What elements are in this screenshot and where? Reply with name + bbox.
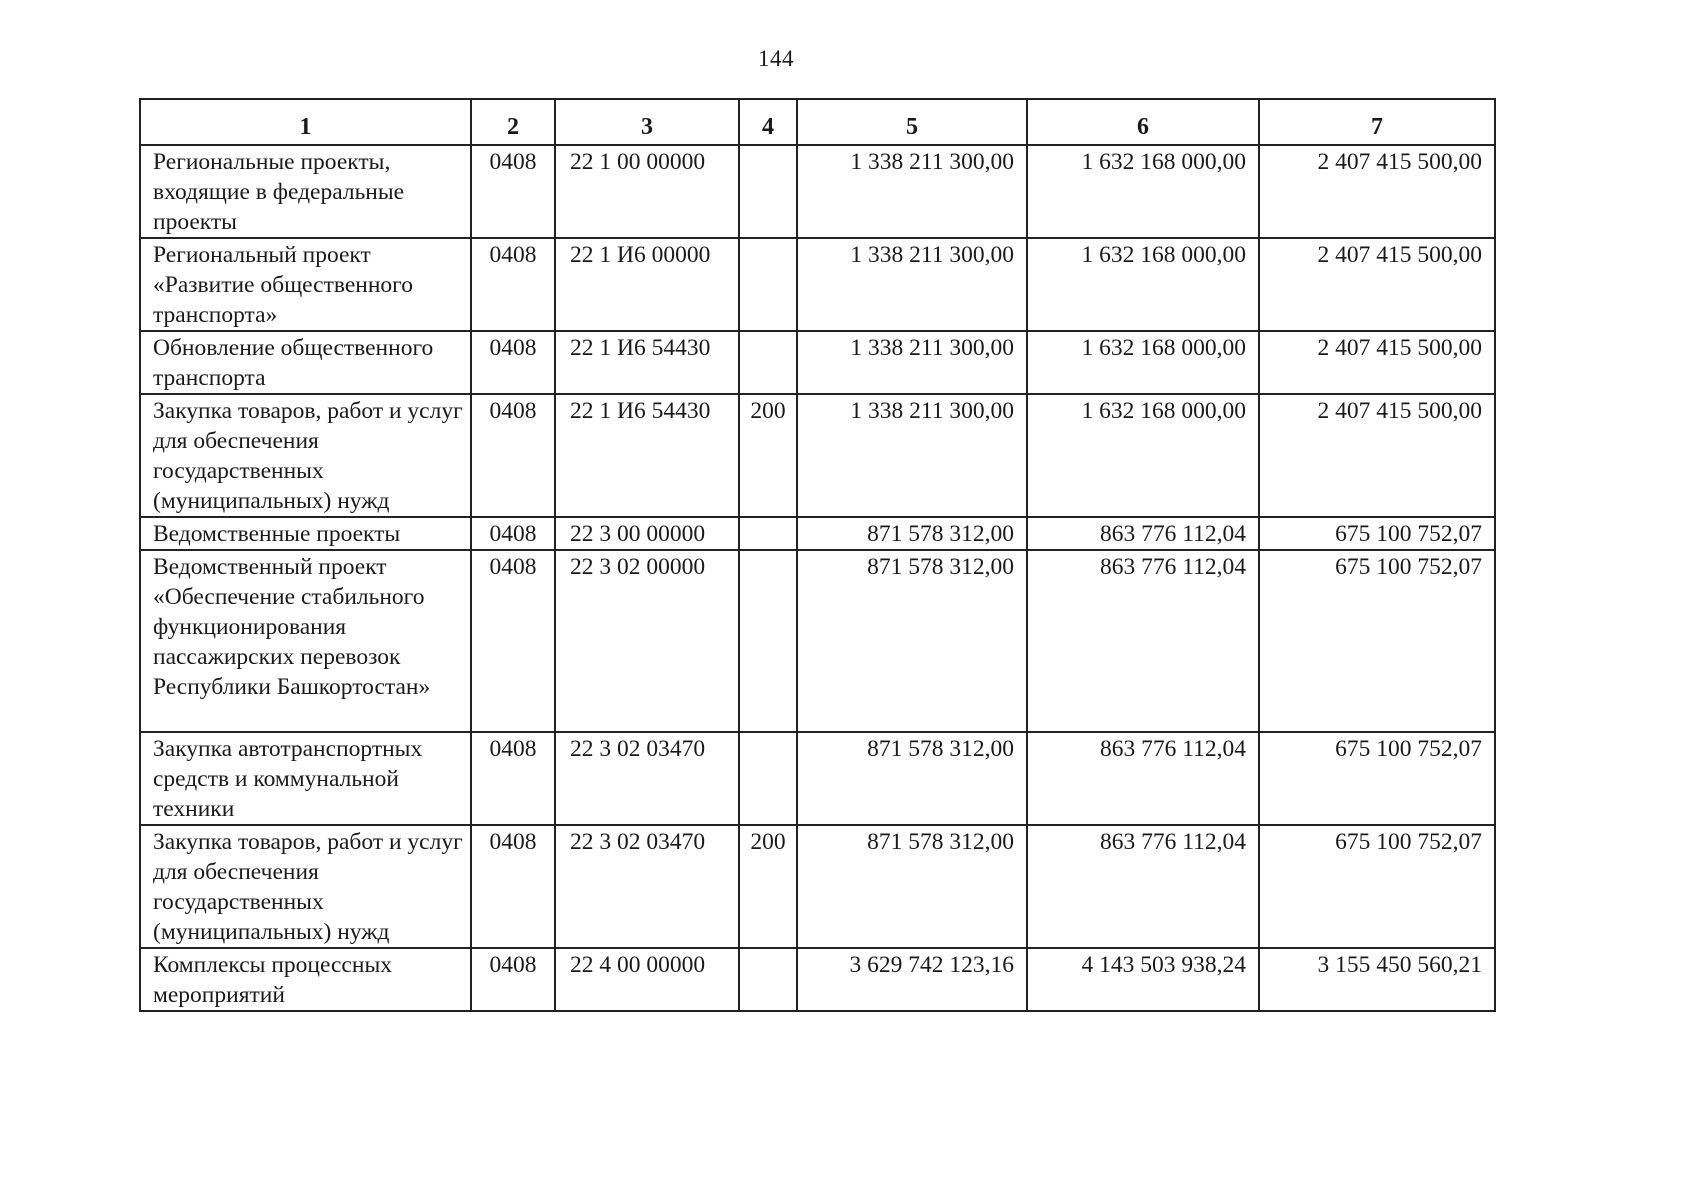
- amount-col-5: 1 338 211 300,00: [797, 238, 1027, 331]
- column-header-3: 3: [555, 99, 739, 145]
- table-row: [140, 948, 1495, 1011]
- amount-col-5: 871 578 312,00: [797, 825, 1027, 948]
- amount-col-7: 2 407 415 500,00: [1259, 145, 1495, 238]
- expense-type: [739, 517, 797, 550]
- expense-type: [739, 948, 797, 1011]
- row-name: Обновление общественного транспорта: [140, 331, 471, 394]
- table-row: [140, 394, 1495, 517]
- row-name: Ведомственные проекты: [140, 517, 471, 550]
- amount-col-7: 2 407 415 500,00: [1259, 331, 1495, 394]
- target-article: 22 1 00 00000: [555, 145, 739, 238]
- section-code: 0408: [471, 145, 555, 238]
- row-name: Закупка автотранспортных средств и коммунальной техники: [140, 732, 471, 825]
- table-row: [140, 732, 1495, 825]
- column-header-4: 4: [739, 99, 797, 145]
- column-header-7: 7: [1259, 99, 1495, 145]
- target-article: 22 1 И6 00000: [555, 238, 739, 331]
- target-article: 22 4 00 00000: [555, 948, 739, 1011]
- section-code: 0408: [471, 948, 555, 1011]
- table-row: [140, 825, 1495, 948]
- amount-col-6: 4 143 503 938,24: [1027, 948, 1259, 1011]
- target-article: 22 1 И6 54430: [555, 394, 739, 517]
- expense-type: 200: [739, 825, 797, 948]
- row-name: Ведомственный проект «Обеспечение стабильного функционирования пассажирских перевозок Республики Башкортостан»: [140, 550, 471, 732]
- table-row: [140, 331, 1495, 394]
- column-header-5: 5: [797, 99, 1027, 145]
- target-article: 22 3 02 03470: [555, 732, 739, 825]
- row-name: Региональный проект «Развитие общественного транспорта»: [140, 238, 471, 331]
- amount-col-6: 863 776 112,04: [1027, 550, 1259, 732]
- expense-type: [739, 145, 797, 238]
- target-article: 22 1 И6 54430: [555, 331, 739, 394]
- amount-col-7: 675 100 752,07: [1259, 825, 1495, 948]
- amount-col-5: 1 338 211 300,00: [797, 331, 1027, 394]
- table-row: [140, 145, 1495, 238]
- amount-col-5: 1 338 211 300,00: [797, 394, 1027, 517]
- row-name: Закупка товаров, работ и услуг для обеспечения государственных (муниципальных) нужд: [140, 394, 471, 517]
- expense-type: 200: [739, 394, 797, 517]
- table-row: [140, 550, 1495, 732]
- amount-col-6: 863 776 112,04: [1027, 517, 1259, 550]
- column-header-6: 6: [1027, 99, 1259, 145]
- target-article: 22 3 02 00000: [555, 550, 739, 732]
- column-header-1: 1: [140, 99, 471, 145]
- amount-col-7: 675 100 752,07: [1259, 550, 1495, 732]
- header-row: [140, 99, 1495, 145]
- amount-col-6: 863 776 112,04: [1027, 732, 1259, 825]
- amount-col-7: 2 407 415 500,00: [1259, 394, 1495, 517]
- expense-type: [739, 238, 797, 331]
- section-code: 0408: [471, 517, 555, 550]
- table-row: [140, 517, 1495, 550]
- target-article: 22 3 02 03470: [555, 825, 739, 948]
- amount-col-5: 3 629 742 123,16: [797, 948, 1027, 1011]
- table-row: [140, 238, 1495, 331]
- amount-col-5: 871 578 312,00: [797, 517, 1027, 550]
- section-code: 0408: [471, 825, 555, 948]
- amount-col-7: 3 155 450 560,21: [1259, 948, 1495, 1011]
- section-code: 0408: [471, 394, 555, 517]
- budget-table: [139, 98, 1496, 1012]
- column-header-2: 2: [471, 99, 555, 145]
- row-name: Региональные проекты, входящие в федеральные проекты: [140, 145, 471, 238]
- section-code: 0408: [471, 238, 555, 331]
- amount-col-6: 863 776 112,04: [1027, 825, 1259, 948]
- expense-type: [739, 732, 797, 825]
- target-article: 22 3 00 00000: [555, 517, 739, 550]
- page-number: 144: [758, 46, 794, 71]
- table-header: [140, 99, 1495, 145]
- section-code: 0408: [471, 331, 555, 394]
- amount-col-6: 1 632 168 000,00: [1027, 145, 1259, 238]
- section-code: 0408: [471, 732, 555, 825]
- amount-col-5: 871 578 312,00: [797, 732, 1027, 825]
- amount-col-6: 1 632 168 000,00: [1027, 394, 1259, 517]
- section-code: 0408: [471, 550, 555, 732]
- amount-col-5: 871 578 312,00: [797, 550, 1027, 732]
- amount-col-7: 675 100 752,07: [1259, 732, 1495, 825]
- amount-col-7: 675 100 752,07: [1259, 517, 1495, 550]
- row-name: Комплексы процессных мероприятий: [140, 948, 471, 1011]
- amount-col-6: 1 632 168 000,00: [1027, 331, 1259, 394]
- expense-type: [739, 550, 797, 732]
- table-body: [140, 145, 1495, 1011]
- amount-col-6: 1 632 168 000,00: [1027, 238, 1259, 331]
- amount-col-7: 2 407 415 500,00: [1259, 238, 1495, 331]
- expense-type: [739, 331, 797, 394]
- amount-col-5: 1 338 211 300,00: [797, 145, 1027, 238]
- row-name: Закупка товаров, работ и услуг для обеспечения государственных (муниципальных) нужд: [140, 825, 471, 948]
